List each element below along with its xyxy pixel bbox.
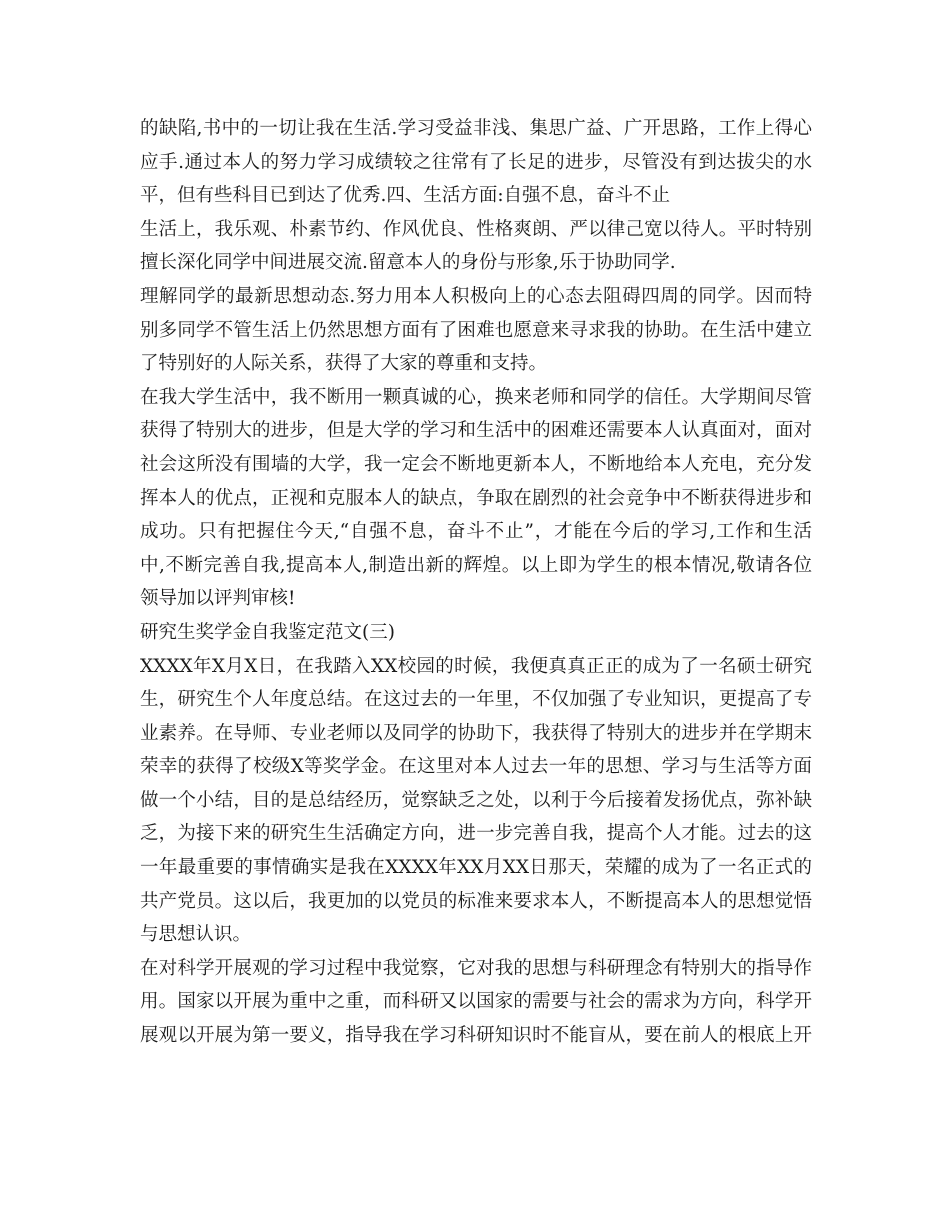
text-line: 共产党员。这以后，我更加的以党员的标准来要求本人，不断提高本人的思想觉悟 xyxy=(140,890,812,912)
text-line: 生，研究生个人年度总结。在这过去的一年里，不仅加强了专业知识，更提高了专 xyxy=(140,689,812,711)
text-line: 生活上，我乐观、朴素节约、作风优良、性格爽朗、严以律己宽以待人。平时特别 xyxy=(140,218,812,240)
section-heading: 研究生奖学金自我鉴定范文(三) xyxy=(140,621,395,643)
text-line: 乏，为接下来的研究生生活确定方向，进一步完善自我，提高个人才能。过去的这 xyxy=(140,823,812,845)
text-line: 在我大学生活中，我不断用一颗真诚的心，换来老师和同学的信任。大学期间尽管 xyxy=(140,386,812,408)
text-line: 在对科学开展观的学习过程中我觉察，它对我的思想与科研理念有特别大的指导作 xyxy=(140,957,812,979)
text-line: 应手.通过本人的努力学习成绩较之往常有了长足的进步，尽管没有到达拔尖的水 xyxy=(140,151,812,173)
text-line: 擅长深化同学中间进展交流.留意本人的身份与形象,乐于协助同学. xyxy=(140,252,676,274)
text-line: 社会这所没有围墙的大学，我一定会不断地更新本人，不断地给本人充电，充分发 xyxy=(140,453,812,475)
text-line: 理解同学的最新思想动态.努力用本人积极向上的心态去阻碍四周的同学。因而特 xyxy=(140,285,812,307)
document-body xyxy=(140,112,812,1053)
text-line: 的缺陷,书中的一切让我在生活.学习受益非浅、集思广益、广开思路，工作上得心 xyxy=(140,118,812,139)
text-line: 荣幸的获得了校级X等奖学金。在这里对本人过去一年的思想、学习与生活等方面 xyxy=(140,756,812,778)
text-line: 用。国家以开展为重中之重，而科研又以国家的需要与社会的需求为方向，科学开 xyxy=(140,991,812,1013)
text-line: 做一个小结，目的是总结经历，觉察缺乏之处，以利于今后接着发扬优点，弥补缺 xyxy=(140,789,812,811)
text-line: 领导加以评判审核! xyxy=(140,588,296,610)
text-line: 获得了特别大的进步，但是大学的学习和生活中的困难还需要本人认真面对，面对 xyxy=(140,420,812,442)
text-line: 别多同学不管生活上仍然思想方面有了困难也愿意来寻求我的协助。在生活中建立 xyxy=(140,319,812,341)
text-line: 一年最重要的事情确实是我在XXXX年XX月XX日那天，荣耀的成为了一名正式的 xyxy=(140,857,812,879)
text-line: XXXX年X月X日，在我踏入XX校园的时候，我便真真正正的成为了一名硕士研究 xyxy=(140,655,812,677)
text-line: 中,不断完善自我,提高本人,制造出新的辉煌。以上即为学生的根本情况,敬请各位 xyxy=(140,554,812,576)
text-line: 展观以开展为第一要义，指导我在学习科研知识时不能盲从，要在前人的根底上开 xyxy=(140,1025,812,1047)
text-line: 成功。只有把握住今天,“自强不息，奋斗不止”，才能在今后的学习,工作和生活 xyxy=(140,521,812,543)
text-line: 平，但有些科目已到达了优秀.四、生活方面:自强不息，奋斗不止 xyxy=(140,185,671,207)
text-line: 了特别好的人际关系，获得了大家的尊重和支持。 xyxy=(140,353,548,375)
text-line: 与思想认识。 xyxy=(140,924,252,946)
text-line: 业素养。在导师、专业老师以及同学的协助下，我获得了特别大的进步并在学期末 xyxy=(140,722,812,744)
text-line: 挥本人的优点，正视和克服本人的缺点，争取在剧烈的社会竞争中不断获得进步和 xyxy=(140,487,812,509)
